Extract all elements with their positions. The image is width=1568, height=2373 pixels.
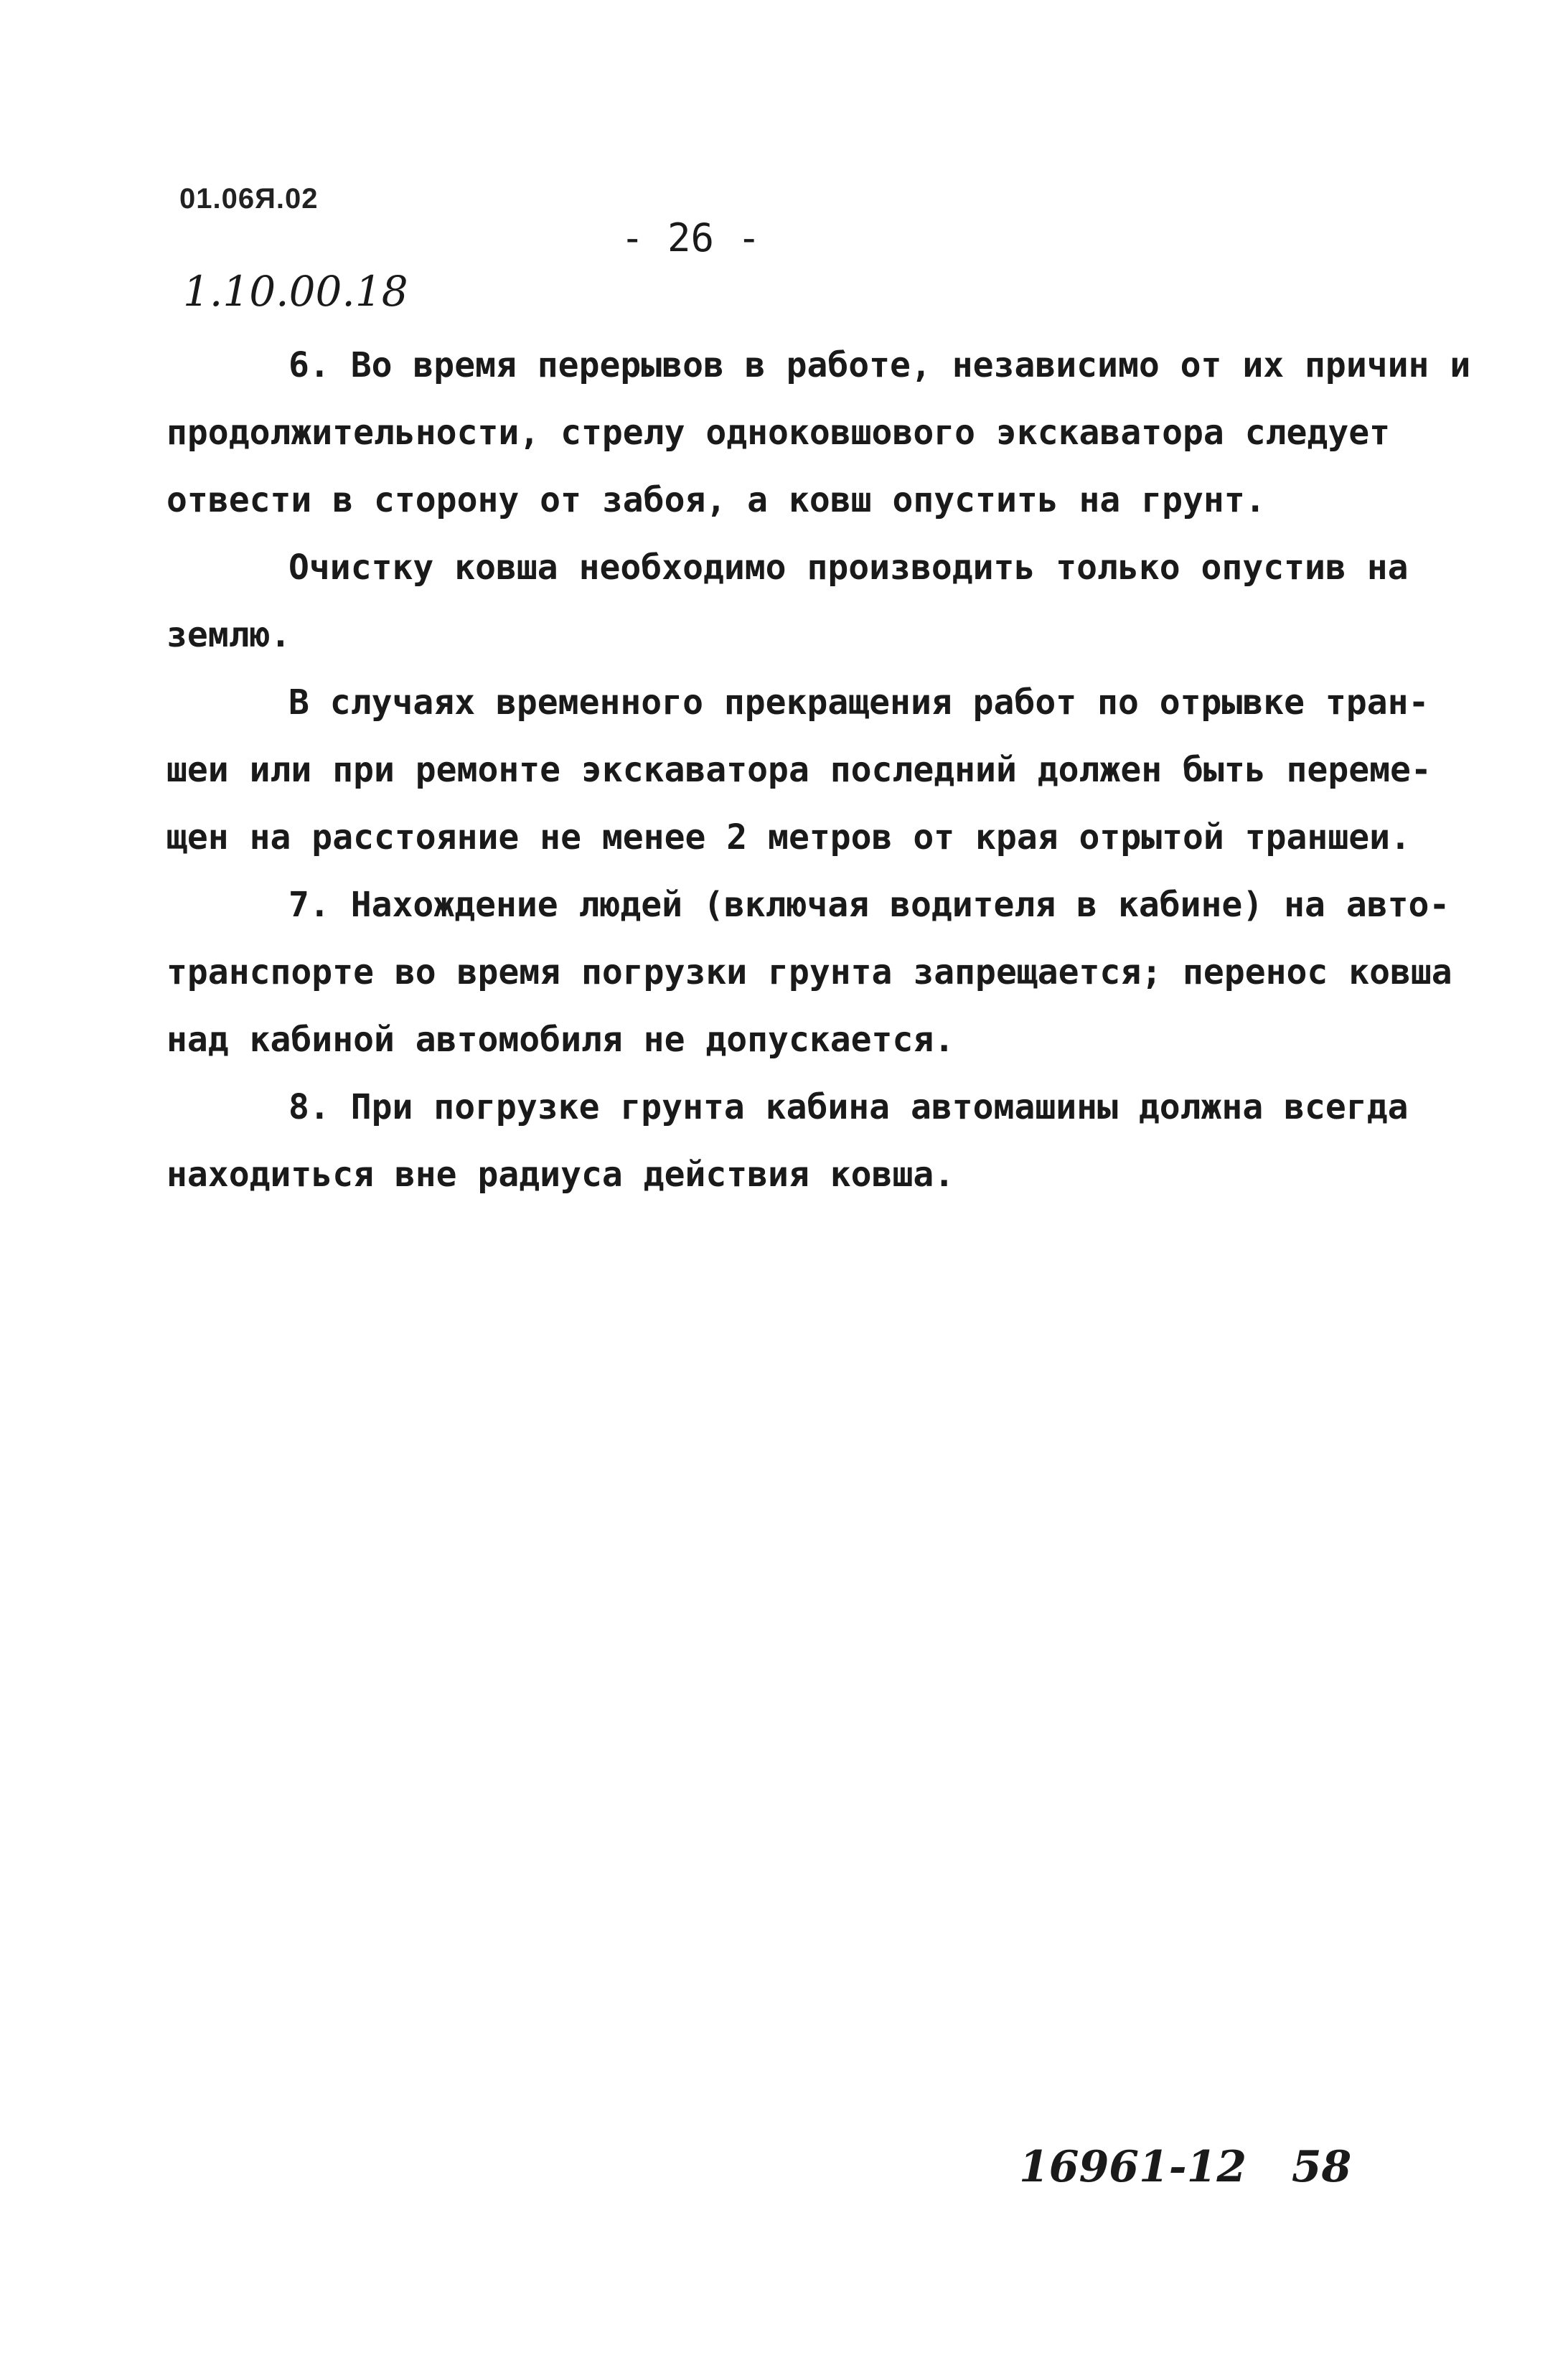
paragraph-6 <box>166 332 1471 534</box>
footer-code: 16961-12 <box>1019 2142 1247 2192</box>
document-code: 01.06Я.02 <box>179 183 319 215</box>
text-line: отвести в сторону от забоя, а ковш опустить на грунт. <box>166 480 1266 520</box>
page-number: - 26 - <box>621 215 761 260</box>
text-line: В случаях временного прекращения работ по отрывке тран- <box>288 682 1429 723</box>
text-line: находиться вне радиуса действия ковша. <box>166 1155 955 1195</box>
text-line: над кабиной автомобиля не допускается. <box>166 1020 955 1060</box>
paragraph-cleaning <box>166 534 1444 669</box>
document-body <box>166 332 1471 1208</box>
paragraph-7 <box>166 871 1452 1073</box>
footer-document-number <box>1019 2142 1351 2192</box>
text-line: 6. Во время перерывов в работе, независимо от их причин и <box>288 345 1471 385</box>
text-line: землю. <box>166 615 291 655</box>
footer-sheet-number: 58 <box>1291 2142 1352 2192</box>
text-line: транспорте во время погрузки грунта запрещается; перенос ковша <box>166 952 1452 992</box>
paragraph-8 <box>166 1073 1444 1208</box>
paragraph-interruption <box>166 669 1444 871</box>
text-line: щен на расстояние не менее 2 метров от края отрытой траншеи. <box>166 817 1411 857</box>
text-line: 7. Нахождение людей (включая водителя в кабине) на авто- <box>288 885 1450 925</box>
text-line: 8. При погрузке грунта кабина автомашины должна всегда <box>288 1087 1409 1127</box>
text-line: шеи или при ремонте экскаватора последний должен быть переме- <box>166 750 1432 790</box>
text-line: продолжительности, стрелу одноковшового экскаватора следует <box>166 413 1391 453</box>
section-code: 1.10.00.18 <box>183 267 408 316</box>
text-line: Очистку ковша необходимо производить только опустив на <box>288 548 1409 588</box>
